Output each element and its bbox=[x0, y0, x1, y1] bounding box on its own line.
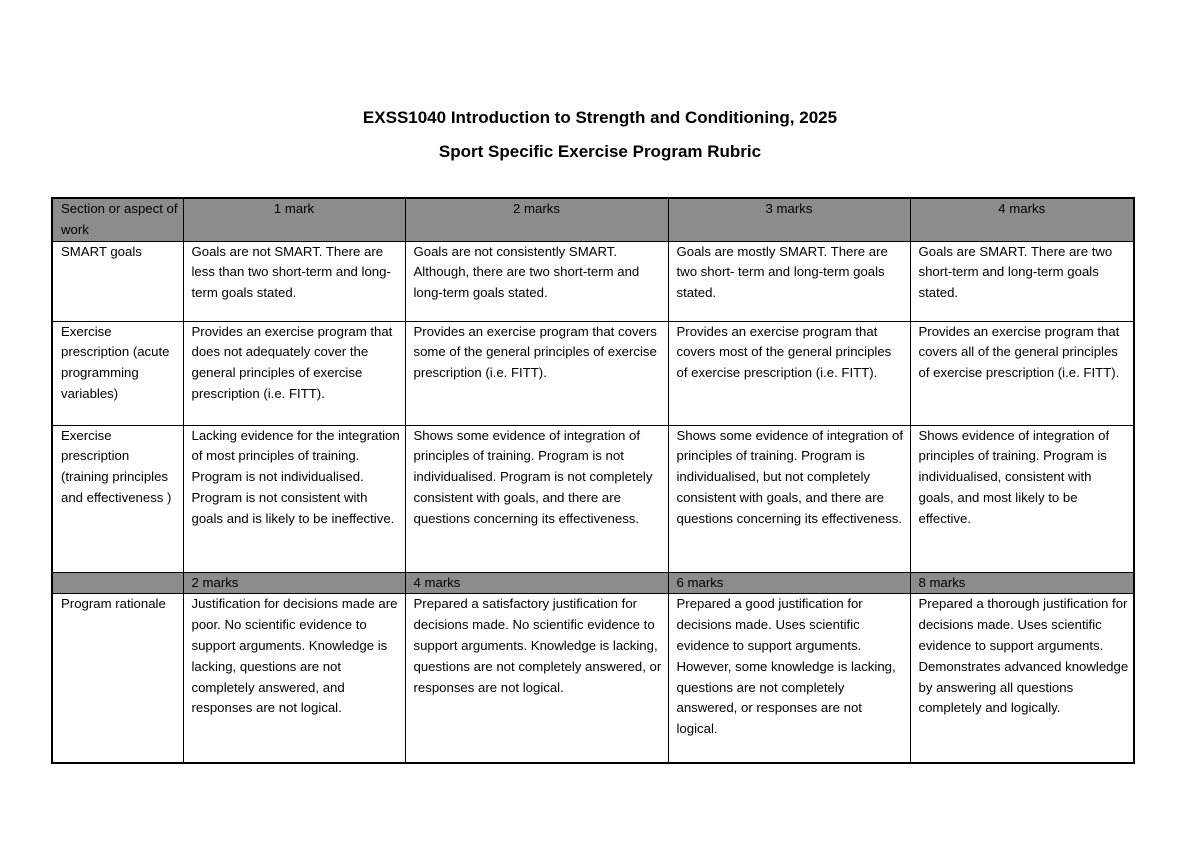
marks-6: 6 marks bbox=[668, 572, 910, 594]
table-cell: Goals are mostly SMART. There are two short- term and long-term goals stated. bbox=[668, 241, 910, 321]
table-cell: Goals are not SMART. There are less than two short-term and long-term goals stated. bbox=[183, 241, 405, 321]
table-cell: Goals are SMART. There are two short-term and long-term goals stated. bbox=[910, 241, 1134, 321]
table-cell: Goals are not consistently SMART. Although, there are two short-term and long-term goals stated. bbox=[405, 241, 668, 321]
aspect-program-rationale: Program rationale bbox=[52, 594, 183, 764]
header-section: Section or aspect of work bbox=[52, 198, 183, 241]
header-1-mark: 1 mark bbox=[183, 198, 405, 241]
table-cell: Provides an exercise program that covers some of the general principles of exercise prescription (i.e. FITT). bbox=[405, 321, 668, 425]
marks-row-empty bbox=[52, 572, 183, 594]
marks-4: 4 marks bbox=[405, 572, 668, 594]
table-cell: Provides an exercise program that does not adequately cover the general principles of exercise prescription (i.e. FITT). bbox=[183, 321, 405, 425]
marks-2: 2 marks bbox=[183, 572, 405, 594]
table-row bbox=[52, 425, 1134, 572]
table-cell: Shows some evidence of integration of principles of training. Program is individualised, but not completely consistent with goals, and there are questions concerning its effectiveness. bbox=[668, 425, 910, 572]
aspect-smart-goals: SMART goals bbox=[52, 241, 183, 321]
rubric-table bbox=[51, 197, 1135, 764]
table-cell: Provides an exercise program that covers all of the general principles of exercise prescription (i.e. FITT). bbox=[910, 321, 1134, 425]
table-cell: Prepared a thorough justification for decisions made. Uses scientific evidence to support arguments. Demonstrates advanced knowledge by answering all questions completely and logically. bbox=[910, 594, 1134, 764]
table-cell: Shows evidence of integration of principles of training. Program is individualised, consistent with goals, and most likely to be effective. bbox=[910, 425, 1134, 572]
marks-row bbox=[52, 572, 1134, 594]
header-2-marks: 2 marks bbox=[405, 198, 668, 241]
table-row bbox=[52, 594, 1134, 764]
table-cell: Provides an exercise program that covers most of the general principles of exercise prescription (i.e. FITT). bbox=[668, 321, 910, 425]
table-cell: Prepared a satisfactory justification for decisions made. No scientific evidence to support arguments. Knowledge is lacking, questions are not completely answered, or responses are not logical. bbox=[405, 594, 668, 764]
aspect-acute-programming: Exercise prescription (acute programming variables) bbox=[52, 321, 183, 425]
table-cell: Justification for decisions made are poor. No scientific evidence to support arguments. Knowledge is lacking, questions are not completely answered, and responses are not logical. bbox=[183, 594, 405, 764]
marks-8: 8 marks bbox=[910, 572, 1134, 594]
table-cell: Shows some evidence of integration of principles of training. Program is not individualised. Program is not completely consistent with goals, and there are questions concerning its effectiveness. bbox=[405, 425, 668, 572]
document-title: EXSS1040 Introduction to Strength and Conditioning, 2025 bbox=[362, 108, 838, 127]
document-subtitle: Sport Specific Exercise Program Rubric bbox=[438, 142, 762, 161]
table-row bbox=[52, 321, 1134, 425]
aspect-training-principles: Exercise prescription (training principles and effectiveness ) bbox=[52, 425, 183, 572]
table-row bbox=[52, 241, 1134, 321]
header-4-marks: 4 marks bbox=[910, 198, 1134, 241]
table-cell: Prepared a good justification for decisions made. Uses scientific evidence to support arguments. However, some knowledge is lacking, questions are not completely answered, or responses are not logical. bbox=[668, 594, 910, 764]
header-row bbox=[52, 198, 1134, 241]
table-cell: Lacking evidence for the integration of most principles of training. Program is not individualised. Program is not consistent with goals and is likely to be ineffective. bbox=[183, 425, 405, 572]
header-3-marks: 3 marks bbox=[668, 198, 910, 241]
